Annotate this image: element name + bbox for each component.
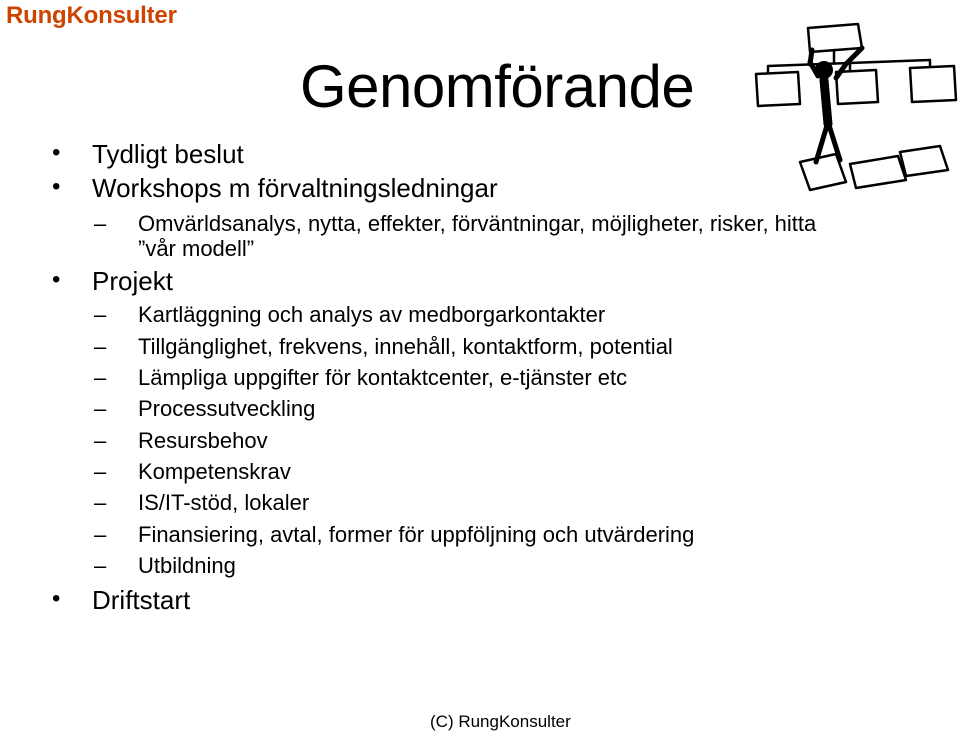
sub-item bbox=[94, 302, 606, 328]
bullet-dot-icon: • bbox=[52, 585, 61, 612]
sub-item bbox=[94, 553, 236, 579]
dash-icon: – bbox=[94, 396, 107, 421]
sub-item-text: Lämpliga uppgifter för kontaktcenter, e-tjänster etc bbox=[138, 365, 628, 390]
sub-item-text: Kompetenskrav bbox=[138, 459, 291, 484]
sub-item bbox=[94, 365, 628, 391]
sub-item-text: Kartläggning och analys av medborgarkontakter bbox=[138, 302, 606, 327]
sub-item-text: IS/IT-stöd, lokaler bbox=[138, 490, 310, 515]
footer-copyright: (C) RungKonsulter bbox=[430, 712, 571, 731]
bullet-text: Projekt bbox=[92, 266, 173, 296]
bullet-item bbox=[52, 266, 173, 297]
dash-icon: – bbox=[94, 553, 107, 578]
sub-item-text: Resursbehov bbox=[138, 428, 268, 453]
bullet-dot-icon: • bbox=[52, 266, 61, 293]
dash-icon: – bbox=[94, 428, 107, 453]
sub-item bbox=[94, 396, 316, 422]
dash-icon: – bbox=[94, 459, 107, 484]
sub-item bbox=[94, 428, 268, 454]
sub-item-text: Processutveckling bbox=[138, 396, 316, 421]
sub-item-text: Utbildning bbox=[138, 553, 236, 578]
bullet-item bbox=[52, 139, 244, 170]
page-title: Genomförande bbox=[300, 53, 695, 120]
bullet-dot-icon: • bbox=[52, 173, 61, 200]
bullet-text: Workshops m förvaltningsledningar bbox=[92, 173, 498, 203]
dash-icon: – bbox=[94, 490, 107, 515]
bullet-text: Driftstart bbox=[92, 585, 191, 615]
bullet-dot-icon: • bbox=[52, 139, 61, 166]
brand-logo: RungKonsulter bbox=[6, 2, 177, 29]
dash-icon: – bbox=[94, 334, 107, 359]
sub-item-text: Tillgänglighet, frekvens, innehåll, kontaktform, potential bbox=[138, 334, 673, 359]
bullet-text: Tydligt beslut bbox=[92, 139, 244, 169]
sub-item bbox=[94, 522, 695, 548]
sub-item-continuation: ”vår modell” bbox=[138, 236, 255, 261]
sub-item bbox=[94, 211, 817, 237]
sub-item bbox=[94, 490, 310, 516]
bullet-item bbox=[52, 173, 498, 204]
sub-item-text: Finansiering, avtal, former för uppföljning och utvärdering bbox=[138, 522, 695, 547]
bullet-item bbox=[52, 585, 191, 616]
dash-icon: – bbox=[94, 365, 107, 390]
sub-item-text: Omvärldsanalys, nytta, effekter, förväntningar, möjligheter, risker, hitta bbox=[138, 211, 817, 236]
dash-icon: – bbox=[94, 211, 107, 236]
dash-icon: – bbox=[94, 302, 107, 327]
dash-icon: – bbox=[94, 522, 107, 547]
sub-item bbox=[94, 459, 291, 485]
sub-item bbox=[94, 334, 673, 360]
